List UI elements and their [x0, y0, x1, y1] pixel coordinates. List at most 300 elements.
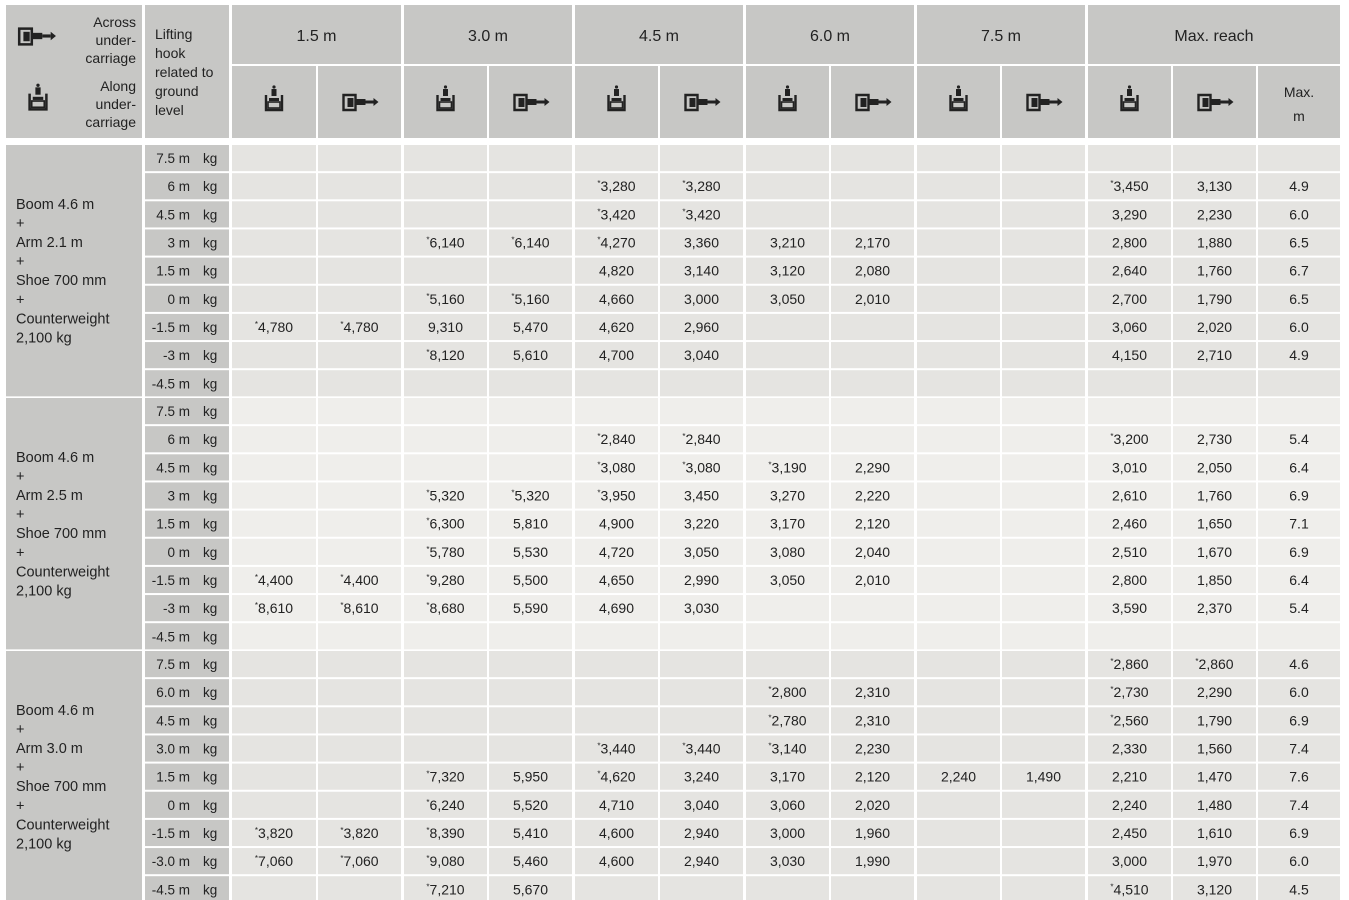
capacity-value: 6.9: [1289, 712, 1309, 729]
capacity-number: 3,280: [685, 178, 721, 195]
capacity-number: 6,240: [429, 796, 465, 813]
across-undercarriage-label: Across: [93, 14, 136, 30]
capacity-value: 3,290: [1111, 206, 1148, 223]
capacity-value: 2,220: [854, 487, 891, 504]
capacity-marker: *: [682, 179, 686, 189]
config-label: +: [16, 292, 25, 309]
table-cell: [575, 623, 658, 649]
capacity-value: [340, 572, 378, 588]
unit-label: kg: [203, 151, 218, 167]
table-cell: [232, 398, 316, 424]
capacity-value: 2,940: [683, 853, 720, 870]
capacity-value: 2,710: [1196, 347, 1233, 364]
capacity-value: [426, 544, 464, 560]
table-cell: [489, 145, 572, 171]
capacity-marker: *: [597, 460, 601, 470]
table-cell: [318, 707, 401, 733]
capacity-value: 2,120: [854, 515, 891, 532]
capacity-marker: *: [426, 854, 430, 864]
capacity-marker: *: [254, 601, 259, 611]
table-cell: [660, 679, 743, 705]
capacity-value: 2,120: [854, 768, 891, 785]
capacity-value: 3,170: [769, 768, 806, 785]
height-label: -3 m: [163, 601, 190, 617]
capacity-number: 4,780: [343, 318, 379, 335]
capacity-value: 4,600: [598, 824, 635, 841]
capacity-number: 3,140: [771, 740, 807, 757]
capacity-number: 3,080: [600, 459, 636, 476]
table-cell: [404, 173, 487, 199]
capacity-value: 6.0: [1289, 684, 1309, 701]
table-cell: [917, 229, 1000, 255]
table-cell: [318, 454, 401, 480]
table-cell: [489, 173, 572, 199]
table-cell: [831, 314, 914, 340]
table-cell: [1002, 876, 1085, 900]
table-cell: [831, 595, 914, 621]
height-label: 3 m: [167, 488, 190, 504]
table-cell: [232, 229, 316, 255]
capacity-marker: *: [254, 854, 259, 864]
table-cell: [318, 623, 401, 649]
config-label: Boom 4.6 m: [16, 702, 95, 719]
table-cell: [318, 735, 401, 761]
capacity-value: 3,120: [1196, 881, 1233, 898]
table-cell: [232, 539, 316, 565]
table-cell: [489, 454, 572, 480]
capacity-value: [426, 347, 464, 363]
capacity-value: 3,210: [769, 234, 806, 251]
table-cell: [917, 595, 1000, 621]
capacity-value: [255, 600, 293, 616]
height-label: 1.5 m: [156, 516, 190, 532]
capacity-number: 5,780: [429, 543, 465, 560]
capacity-value: 4,690: [598, 600, 635, 617]
height-label: 0 m: [167, 797, 190, 813]
unit-label: kg: [203, 657, 218, 673]
capacity-value: 6.9: [1289, 543, 1309, 560]
table-cell: [917, 735, 1000, 761]
capacity-value: 4,600: [598, 853, 635, 870]
config-label: 2,100 kg: [16, 330, 72, 347]
capacity-value: [768, 684, 806, 700]
table-cell: [1088, 398, 1171, 424]
capacity-value: [768, 712, 806, 728]
table-cell: [489, 735, 572, 761]
capacity-value: 2,800: [1111, 571, 1148, 588]
capacity-number: 3,280: [600, 178, 636, 195]
table-cell: [404, 398, 487, 424]
capacity-value: [426, 825, 464, 841]
capacity-value: 2,020: [854, 796, 891, 813]
capacity-value: 2,290: [854, 459, 891, 476]
unit-label: kg: [203, 291, 218, 307]
capacity-marker: *: [254, 319, 259, 329]
table-cell: [917, 848, 1000, 874]
config-label: Counterweight: [16, 311, 110, 328]
capacity-value: [255, 319, 293, 335]
table-cell: [318, 173, 401, 199]
lifting-hook-label: hook: [155, 45, 186, 61]
table-cell: [404, 426, 487, 452]
capacity-number: 2,840: [600, 431, 636, 448]
capacity-value: 1,790: [1196, 712, 1233, 729]
capacity-value: 9,310: [427, 318, 464, 335]
capacity-marker: *: [426, 291, 430, 301]
capacity-value: 3,120: [769, 262, 806, 279]
height-label: -3.0 m: [151, 854, 190, 870]
table-cell: [917, 539, 1000, 565]
table-cell: [831, 876, 914, 900]
capacity-value: 3,060: [769, 796, 806, 813]
capacity-value: 3,050: [769, 290, 806, 307]
capacity-value: 4,650: [598, 571, 635, 588]
table-cell: [917, 145, 1000, 171]
table-cell: [404, 201, 487, 227]
table-cell: [917, 707, 1000, 733]
capacity-value: 5,470: [512, 318, 549, 335]
capacity-value: 2,010: [854, 571, 891, 588]
capacity-number: 3,820: [343, 824, 379, 841]
capacity-value: [597, 488, 635, 504]
capacity-number: 2,800: [771, 684, 807, 701]
unit-label: kg: [203, 376, 218, 392]
capacity-marker: *: [426, 572, 430, 582]
height-label: 0 m: [167, 291, 190, 307]
capacity-value: 1,560: [1196, 740, 1233, 757]
config-label: +: [16, 215, 25, 232]
capacity-number: 8,680: [429, 600, 465, 617]
capacity-number: 2,730: [1113, 684, 1149, 701]
table-cell: [917, 370, 1000, 396]
capacity-value: 3,010: [1111, 459, 1148, 476]
across-undercarriage-label: under-: [95, 32, 136, 48]
table-cell: [1002, 679, 1085, 705]
capacity-number: 8,610: [258, 600, 294, 617]
capacity-value: 4.5: [1289, 881, 1309, 898]
capacity-value: 6.4: [1289, 571, 1309, 588]
table-cell: [1002, 201, 1085, 227]
config-label: +: [16, 760, 25, 777]
table-cell: [1002, 511, 1085, 537]
capacity-marker: *: [768, 741, 772, 751]
config-label: 2,100 kg: [16, 583, 72, 600]
capacity-value: [597, 769, 635, 785]
capacity-value: [511, 488, 549, 504]
table-cell: [489, 398, 572, 424]
capacity-value: 2,450: [1111, 824, 1148, 841]
capacity-number: 3,200: [1113, 431, 1149, 448]
capacity-marker: *: [340, 825, 344, 835]
table-cell: [232, 145, 316, 171]
unit-label: kg: [203, 713, 218, 729]
table-cell: [1002, 173, 1085, 199]
capacity-value: 2,240: [940, 768, 977, 785]
unit-label: kg: [203, 179, 218, 195]
capacity-marker: *: [426, 769, 430, 779]
table-cell: [660, 398, 743, 424]
capacity-number: 3,820: [258, 824, 294, 841]
capacity-number: 2,560: [1113, 712, 1149, 729]
config-label: +: [16, 721, 25, 738]
capacity-number: 2,860: [1113, 656, 1149, 673]
lifting-hook-label: related to: [155, 64, 214, 80]
table-cell: [917, 173, 1000, 199]
capacity-number: 5,160: [514, 290, 550, 307]
table-cell: [489, 426, 572, 452]
table-cell: [917, 454, 1000, 480]
capacity-marker: *: [1110, 685, 1114, 695]
capacity-value: 7.6: [1289, 768, 1309, 785]
table-cell: [232, 511, 316, 537]
capacity-marker: *: [340, 854, 344, 864]
header-cell-icon: [1258, 66, 1340, 138]
table-cell: [831, 201, 914, 227]
table-cell: [404, 258, 487, 284]
table-cell: [575, 370, 658, 396]
capacity-value: [597, 431, 635, 447]
capacity-value: 1,850: [1196, 571, 1233, 588]
capacity-value: 1,610: [1196, 824, 1233, 841]
height-label: -1.5 m: [151, 825, 190, 841]
height-label: 1.5 m: [156, 769, 190, 785]
capacity-value: 2,290: [1196, 684, 1233, 701]
config-label: Arm 3.0 m: [16, 741, 83, 758]
table-cell: [575, 679, 658, 705]
table-cell: [917, 792, 1000, 818]
table-cell: [318, 792, 401, 818]
capacity-value: [426, 291, 464, 307]
capacity-number: 4,780: [258, 318, 294, 335]
capacity-value: [426, 881, 464, 897]
table-cell: [232, 623, 316, 649]
capacity-value: 2,310: [854, 684, 891, 701]
table-cell: [660, 707, 743, 733]
capacity-marker: *: [597, 179, 601, 189]
unit-label: kg: [203, 601, 218, 617]
capacity-number: 4,400: [343, 571, 379, 588]
capacity-value: [1110, 431, 1148, 447]
config-label: Shoe 700 mm: [16, 273, 107, 290]
capacity-value: [1110, 656, 1148, 672]
capacity-value: 3,590: [1111, 600, 1148, 617]
capacity-value: 2,460: [1111, 515, 1148, 532]
unit-label: kg: [203, 488, 218, 504]
capacity-number: 8,610: [343, 600, 379, 617]
table-cell: [746, 342, 829, 368]
height-label: 1.5 m: [156, 263, 190, 279]
capacity-value: 4,620: [598, 318, 635, 335]
table-cell: [831, 370, 914, 396]
unit-label: kg: [203, 432, 218, 448]
table-cell: [1002, 707, 1085, 733]
capacity-marker: *: [511, 235, 515, 245]
capacity-number: 3,420: [685, 206, 721, 223]
table-cell: [318, 511, 401, 537]
capacity-value: 6.0: [1289, 318, 1309, 335]
distance-header: 3.0 m: [467, 28, 509, 45]
config-label: Arm 2.1 m: [16, 235, 83, 252]
capacity-value: [768, 741, 806, 757]
capacity-marker: *: [768, 713, 772, 723]
capacity-value: [255, 572, 293, 588]
table-cell: [660, 145, 743, 171]
capacity-number: 4,400: [258, 571, 294, 588]
table-cell: [318, 482, 401, 508]
table-cell: [318, 539, 401, 565]
capacity-marker: *: [597, 432, 601, 442]
capacity-number: 3,440: [600, 740, 636, 757]
capacity-value: 3,050: [683, 543, 720, 560]
height-label: -1.5 m: [151, 319, 190, 335]
capacity-value: 2,040: [854, 543, 891, 560]
table-cell: [489, 258, 572, 284]
unit-label: kg: [203, 629, 218, 645]
max-m-header: m: [1293, 108, 1305, 124]
capacity-value: 2,080: [854, 262, 891, 279]
unit-label: kg: [203, 769, 218, 785]
table-cell: [489, 623, 572, 649]
capacity-value: 2,370: [1196, 600, 1233, 617]
capacity-marker: *: [597, 488, 601, 498]
capacity-value: 5,500: [512, 571, 549, 588]
table-cell: [489, 201, 572, 227]
capacity-value: [1110, 712, 1148, 728]
unit-label: kg: [203, 572, 218, 588]
table-cell: [1002, 735, 1085, 761]
max-reach-header: Max. reach: [1174, 28, 1254, 45]
capacity-value: 2,020: [1196, 318, 1233, 335]
unit-label: kg: [203, 741, 218, 757]
table-cell: [746, 370, 829, 396]
capacity-value: 2,940: [683, 824, 720, 841]
capacity-value: 3,000: [769, 824, 806, 841]
capacity-value: 4.9: [1289, 347, 1309, 364]
capacity-number: 7,060: [343, 853, 379, 870]
table-cell: [1088, 145, 1171, 171]
capacity-marker: *: [597, 769, 601, 779]
capacity-value: 5,810: [512, 515, 549, 532]
height-label: -4.5 m: [151, 882, 190, 898]
capacity-value: 4,150: [1111, 347, 1148, 364]
height-label: -4.5 m: [151, 376, 190, 392]
capacity-value: 2,210: [1111, 768, 1148, 785]
table-cell: [318, 876, 401, 900]
table-cell: [917, 623, 1000, 649]
table-cell: [1002, 651, 1085, 677]
capacity-value: 3,040: [683, 796, 720, 813]
capacity-marker: *: [340, 319, 344, 329]
config-label: +: [16, 545, 25, 562]
table-cell: [917, 286, 1000, 312]
capacity-value: 4,820: [598, 262, 635, 279]
table-cell: [575, 707, 658, 733]
table-cell: [1002, 258, 1085, 284]
table-cell: [232, 286, 316, 312]
capacity-value: 5.4: [1289, 431, 1309, 448]
capacity-value: 2,010: [854, 290, 891, 307]
capacity-value: 6.0: [1289, 853, 1309, 870]
capacity-value: 5,460: [512, 853, 549, 870]
table-cell: [660, 370, 743, 396]
capacity-value: [340, 319, 378, 335]
capacity-value: [597, 741, 635, 757]
capacity-value: 7.1: [1289, 515, 1309, 532]
table-cell: [232, 764, 316, 790]
capacity-value: 1,490: [1025, 768, 1062, 785]
table-cell: [1258, 623, 1340, 649]
table-cell: [1002, 426, 1085, 452]
table-cell: [404, 651, 487, 677]
capacity-marker: *: [254, 572, 259, 582]
table-cell: [1002, 792, 1085, 818]
capacity-value: 7.4: [1289, 796, 1309, 813]
table-cell: [1002, 820, 1085, 846]
config-label: Arm 2.5 m: [16, 488, 83, 505]
capacity-marker: *: [340, 601, 344, 611]
unit-label: kg: [203, 404, 218, 420]
table-cell: [1002, 145, 1085, 171]
config-label: +: [16, 468, 25, 485]
config-label: +: [16, 798, 25, 815]
config-label: +: [16, 507, 25, 524]
table-cell: [1002, 398, 1085, 424]
capacity-value: [426, 516, 464, 532]
distance-header: 6.0 m: [809, 28, 851, 45]
capacity-number: 3,440: [685, 740, 721, 757]
capacity-value: [426, 797, 464, 813]
table-cell: [1002, 454, 1085, 480]
capacity-value: [255, 853, 293, 869]
capacity-value: [682, 459, 720, 475]
capacity-marker: *: [682, 432, 686, 442]
table-cell: [746, 145, 829, 171]
capacity-value: 6.4: [1289, 459, 1309, 476]
table-cell: [746, 595, 829, 621]
capacity-value: 5,670: [512, 881, 549, 898]
table-cell: [917, 511, 1000, 537]
table-cell: [746, 876, 829, 900]
capacity-value: 3,240: [683, 768, 720, 785]
capacity-value: 7.4: [1289, 740, 1309, 757]
config-label: 2,100 kg: [16, 836, 72, 853]
capacity-number: 4,620: [600, 768, 636, 785]
table-cell: [1002, 848, 1085, 874]
table-cell: [917, 876, 1000, 900]
table-cell: [1002, 229, 1085, 255]
table-cell: [232, 426, 316, 452]
table-cell: [1002, 370, 1085, 396]
capacity-value: 6.0: [1289, 206, 1309, 223]
capacity-marker: *: [426, 825, 430, 835]
capacity-number: 3,190: [771, 459, 807, 476]
table-cell: [917, 651, 1000, 677]
unit-label: kg: [203, 544, 218, 560]
table-cell: [1258, 370, 1340, 396]
table-cell: [575, 876, 658, 900]
capacity-number: 3,950: [600, 487, 636, 504]
capacity-marker: *: [1195, 657, 1199, 667]
capacity-value: 5,530: [512, 543, 549, 560]
table-cell: [1173, 623, 1256, 649]
lifting-hook-label: ground: [155, 83, 199, 99]
table-cell: [232, 707, 316, 733]
config-label: Counterweight: [16, 564, 110, 581]
height-label: 7.5 m: [156, 657, 190, 673]
table-cell: [232, 454, 316, 480]
table-cell: [232, 735, 316, 761]
capacity-value: 3,050: [769, 571, 806, 588]
